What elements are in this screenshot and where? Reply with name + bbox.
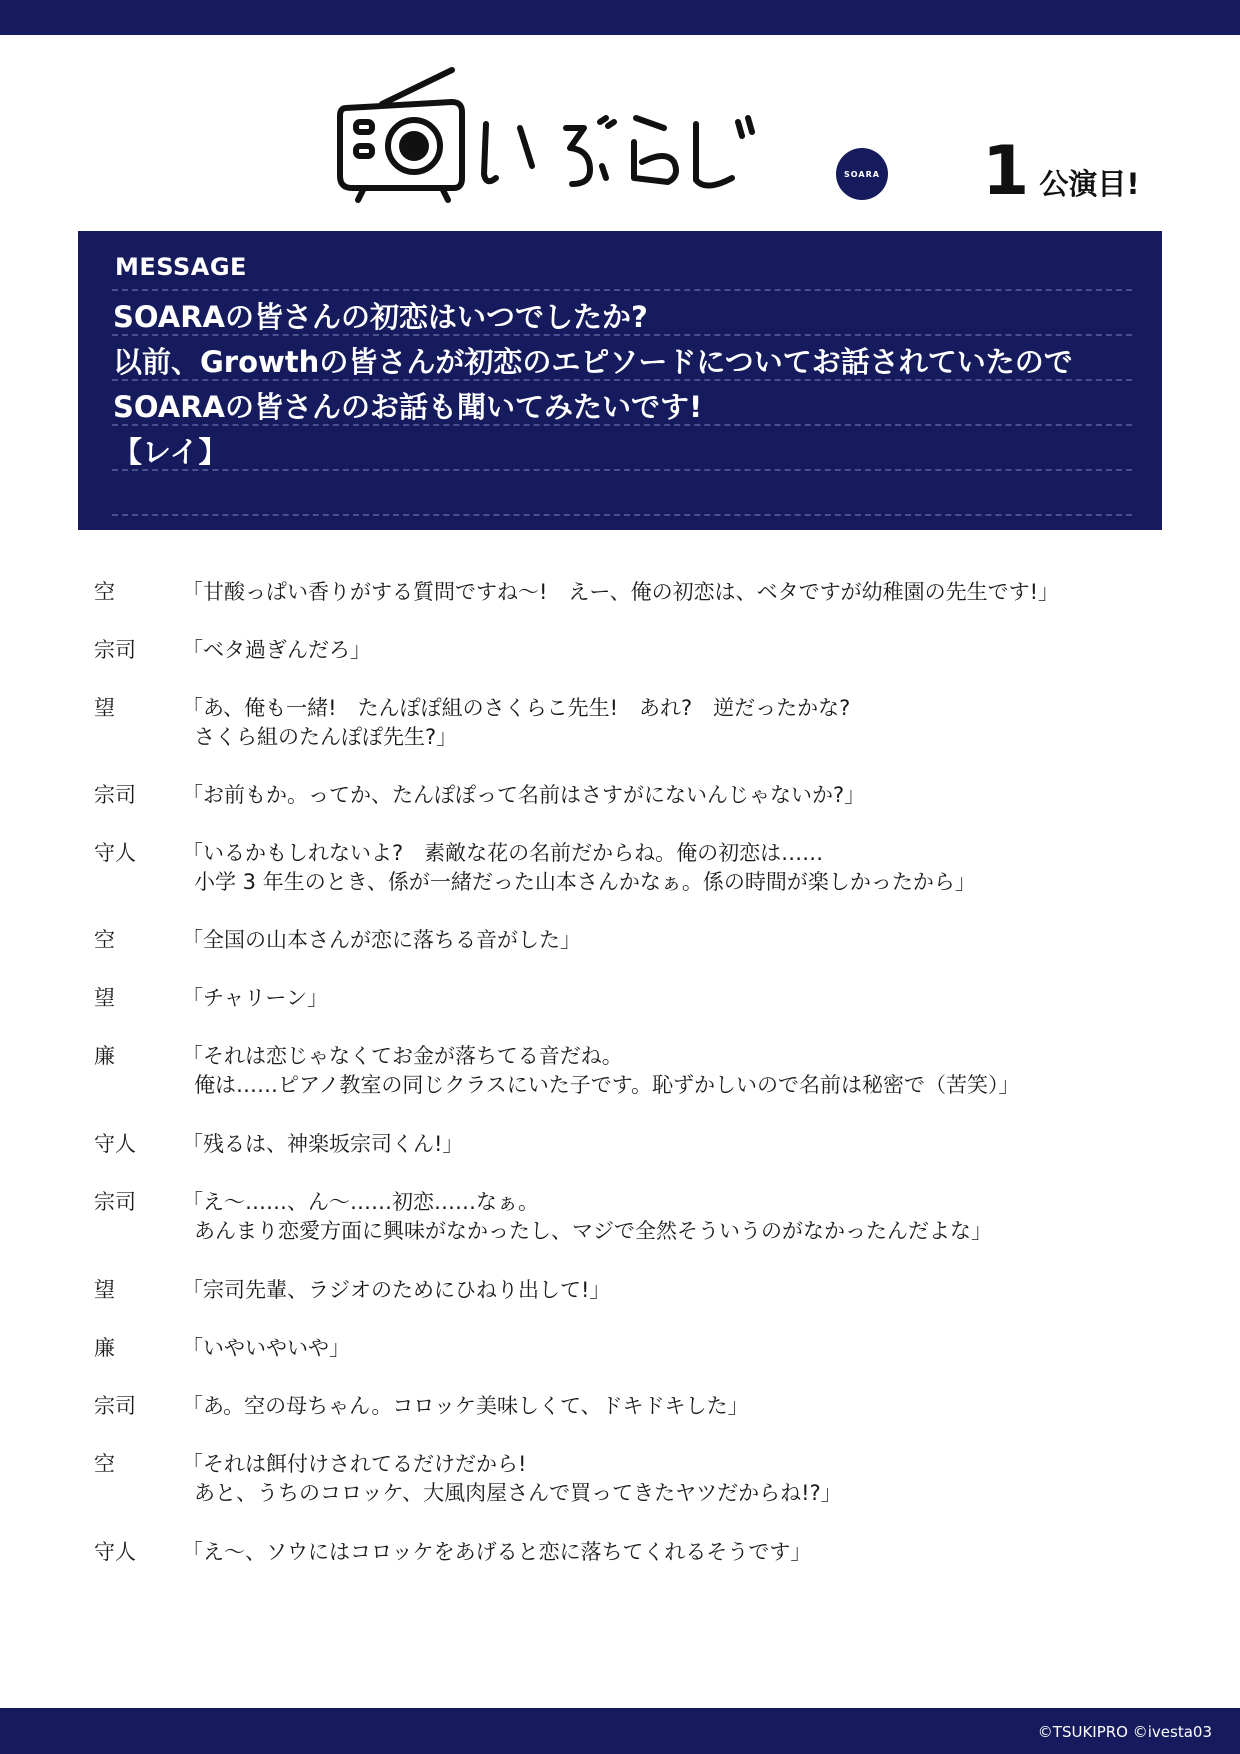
message-box xyxy=(78,231,1162,530)
dashed-divider xyxy=(112,424,1132,426)
dialogue-text: 「チャリーン」 xyxy=(182,986,328,1010)
message-label: MESSAGE xyxy=(115,253,247,281)
speaker-name: 空 xyxy=(94,928,115,952)
dialogue-text: 「宗司先輩、ラジオのためにひねり出して!」 xyxy=(182,1278,611,1302)
dialogue-text-continued: さくら組のたんぽぽ先生?」 xyxy=(194,725,458,749)
speaker-name: 望 xyxy=(94,986,115,1010)
dialogue-text: 「え～、ソウにはコロッケをあげると恋に落ちてくれるそうです」 xyxy=(182,1540,812,1564)
speaker-name: 守人 xyxy=(94,1540,136,1564)
speaker-name: 空 xyxy=(94,580,115,604)
message-line: SOARAの皆さんのお話も聞いてみたいです! xyxy=(113,390,703,424)
dialogue-text: 「それは餌付けされてるだけだから! xyxy=(182,1452,527,1476)
dialogue-text: 「あ、俺も一緒! たんぽぽ組のさくらこ先生! あれ? 逆だったかな? xyxy=(182,696,851,720)
soara-badge: SOARA xyxy=(836,148,888,200)
message-line: 【レイ】 xyxy=(113,435,228,469)
dialogue-text-continued: 俺は……ピアノ教室の同じクラスにいた子です。恥ずかしいので名前は秘密で（苦笑）」 xyxy=(194,1073,1020,1097)
dialogue-text: 「いやいやいや」 xyxy=(182,1336,350,1360)
dialogue-text: 「お前もか。ってか、たんぽぽって名前はさすがにないんじゃないか?」 xyxy=(182,783,866,807)
speaker-name: 宗司 xyxy=(94,783,136,807)
episode-number: 1 xyxy=(982,132,1030,211)
speaker-name: 空 xyxy=(94,1452,115,1476)
speaker-name: 望 xyxy=(94,696,115,720)
dashed-divider xyxy=(112,514,1132,516)
dialogue-text: 「え～……、ん～……初恋……なぁ。 xyxy=(182,1190,539,1214)
dialogue-text: 「残るは、神楽坂宗司くん!」 xyxy=(182,1132,464,1156)
dialogue-text-continued: あんまり恋愛方面に興味がなかったし、マジで全然そういうのがなかったんだよな」 xyxy=(194,1219,992,1243)
top-bar xyxy=(0,0,1240,35)
dialogue-text: 「いるかもしれないよ? 素敵な花の名前だからね。俺の初恋は…… xyxy=(182,841,824,865)
copyright: ©TSUKIPRO ©ivesta03 xyxy=(1037,1723,1212,1741)
episode-indicator xyxy=(982,132,1140,211)
dialogue-text: 「あ。空の母ちゃん。コロッケ美味しくて、ドキドキした」 xyxy=(182,1394,749,1418)
message-line: 以前、Growthの皆さんが初恋のエピソードについてお話されていたので xyxy=(113,345,1073,379)
dashed-divider xyxy=(112,334,1132,336)
speaker-name: 守人 xyxy=(94,1132,136,1156)
speaker-name: 宗司 xyxy=(94,638,136,662)
dialogue-text: 「それは恋じゃなくてお金が落ちてる音だね。 xyxy=(182,1044,623,1068)
dialogue-text: 「ベタ過ぎんだろ」 xyxy=(182,638,371,662)
dialogue-text-continued: 小学 3 年生のとき、係が一緒だった山本さんかなぁ。係の時間が楽しかったから」 xyxy=(194,870,976,894)
speaker-name: 宗司 xyxy=(94,1190,136,1214)
speaker-name: 宗司 xyxy=(94,1394,136,1418)
speaker-name: 守人 xyxy=(94,841,136,865)
speaker-name: 廉 xyxy=(94,1044,115,1068)
dialogue-text: 「全国の山本さんが恋に落ちる音がした」 xyxy=(182,928,581,952)
dialogue-text-continued: あと、うちのコロッケ、大風肉屋さんで買ってきたヤツだからね!?」 xyxy=(194,1481,842,1505)
dialogue-text: 「甘酸っぱい香りがする質問ですね～! えー、俺の初恋は、ベタですが幼稚園の先生です!」 xyxy=(182,580,1059,604)
dashed-divider xyxy=(112,379,1132,381)
message-line: SOARAの皆さんの初恋はいつでしたか? xyxy=(113,300,648,334)
dashed-divider xyxy=(112,469,1132,471)
episode-suffix: 公演目! xyxy=(1039,167,1140,201)
speaker-name: 望 xyxy=(94,1278,115,1302)
dashed-divider xyxy=(112,289,1132,291)
speaker-name: 廉 xyxy=(94,1336,115,1360)
radio-logo xyxy=(334,66,894,206)
